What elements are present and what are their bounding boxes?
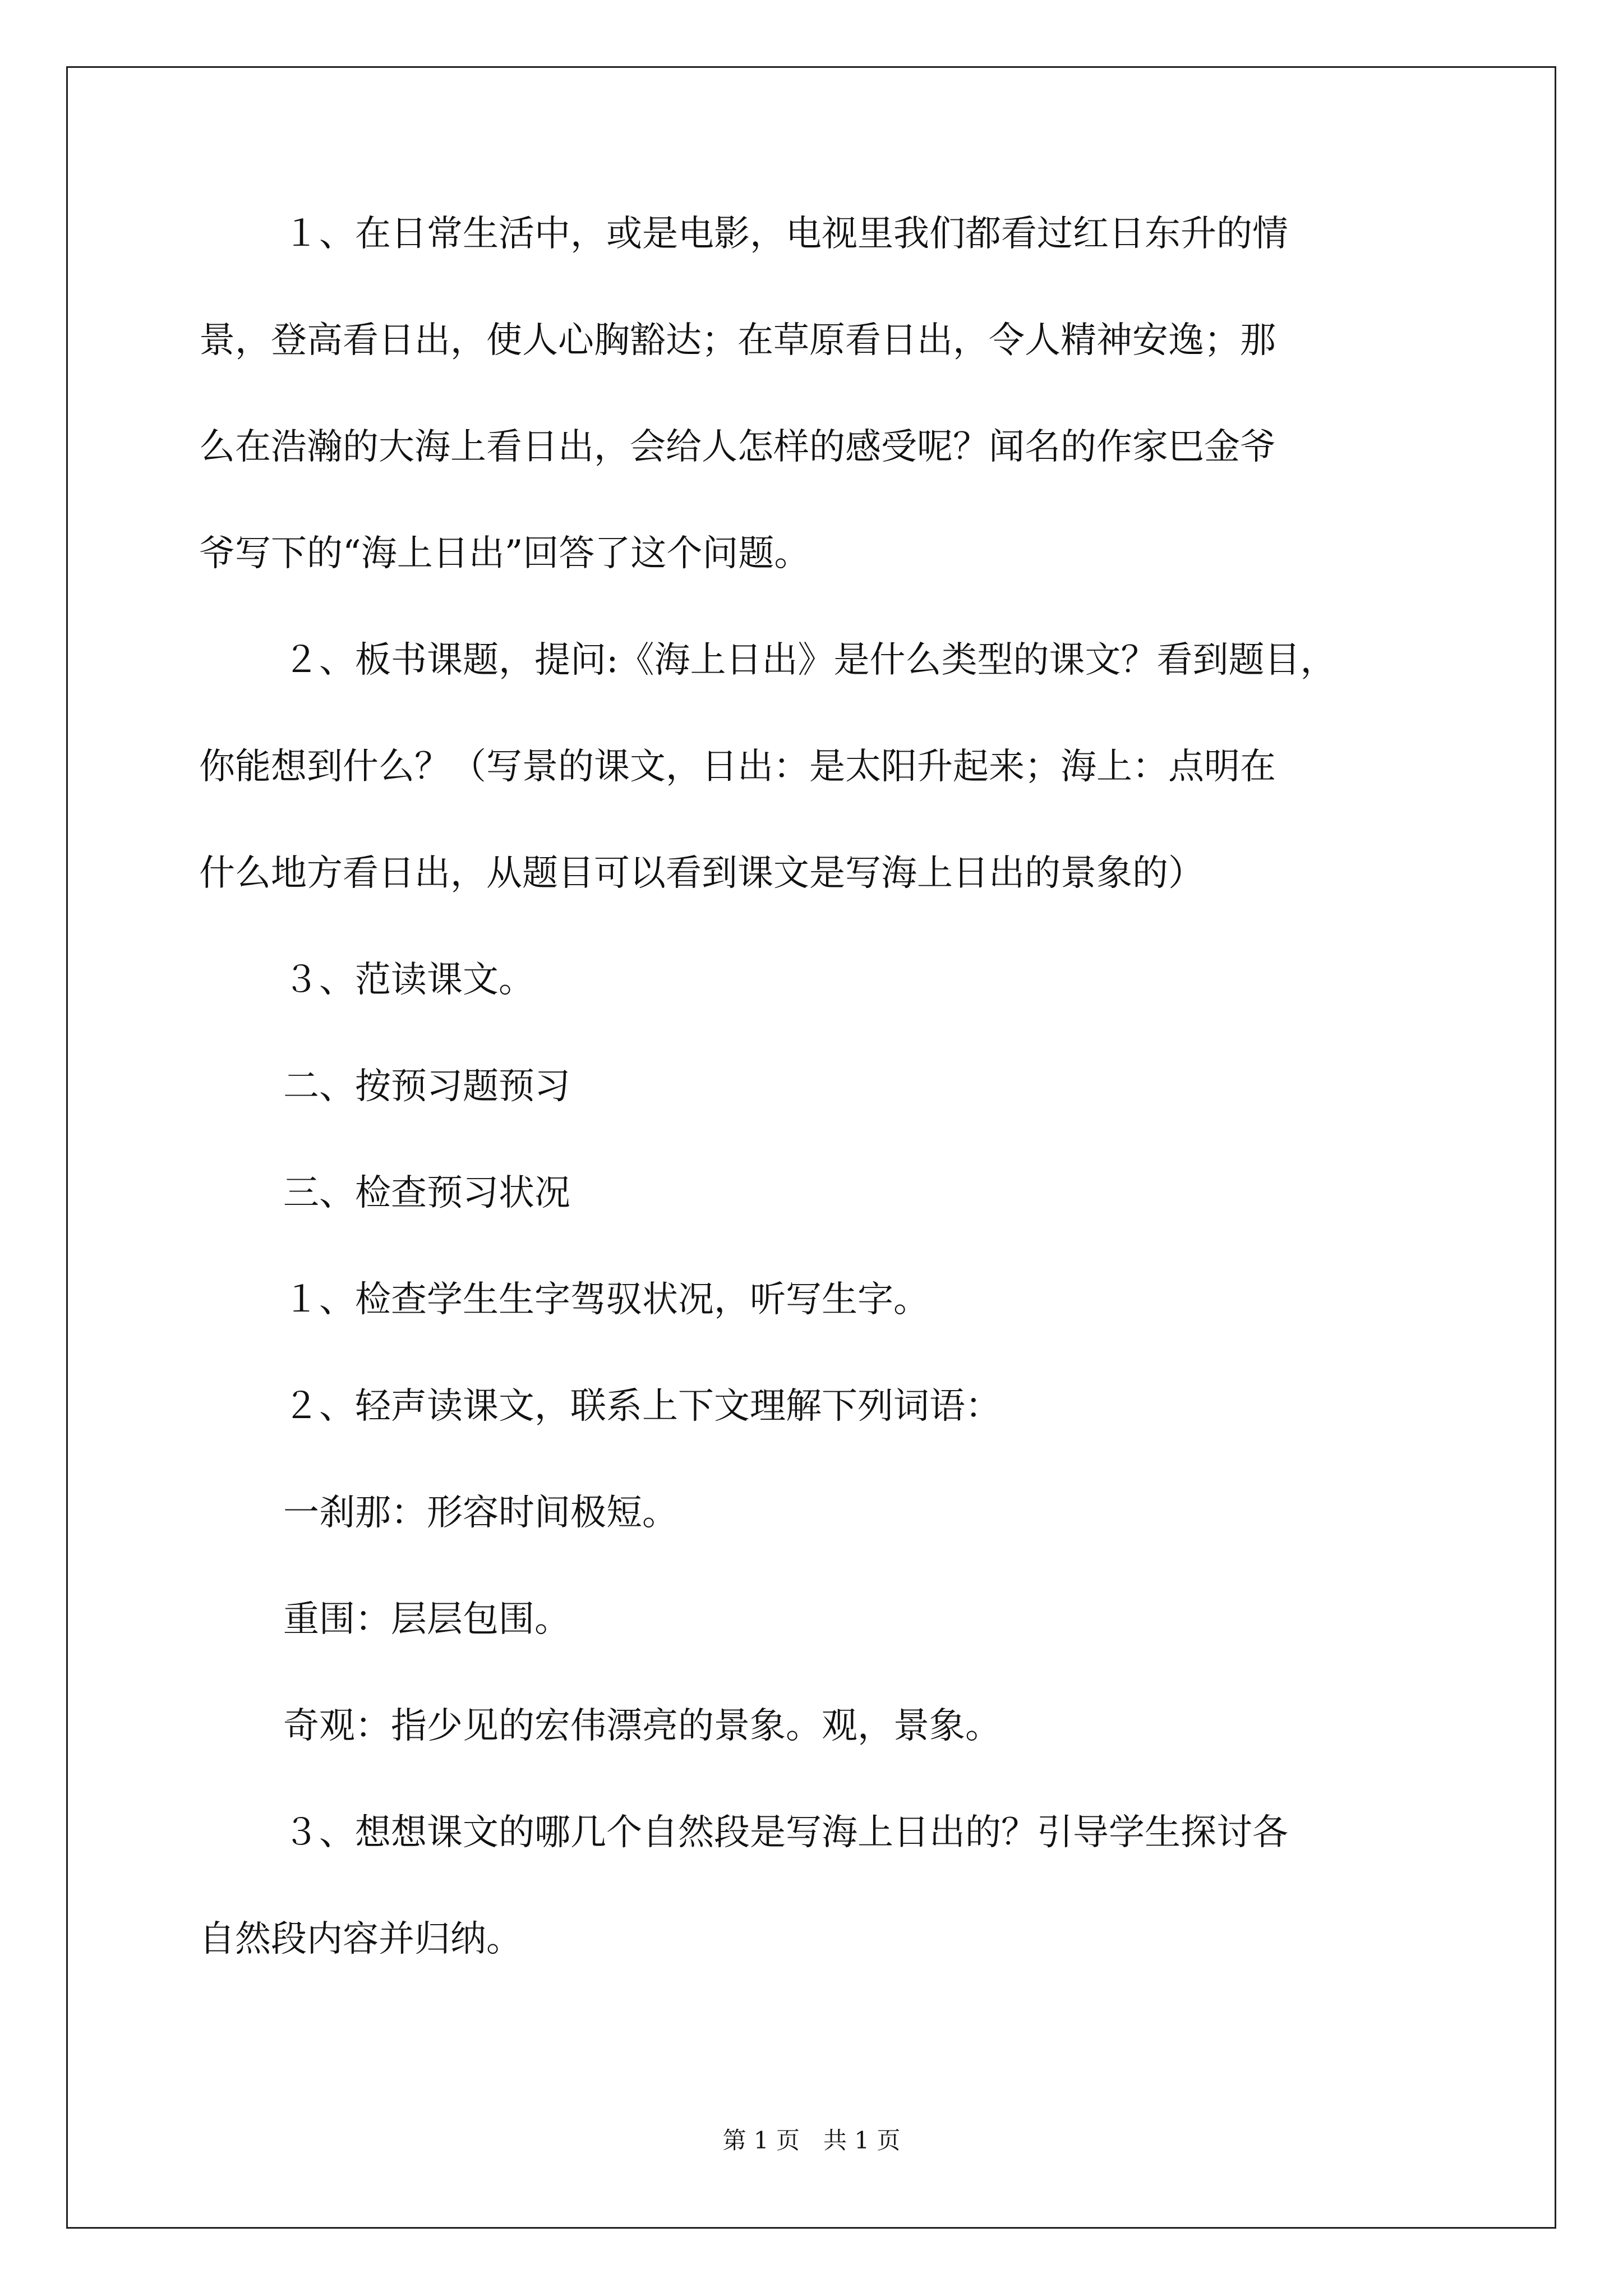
text-line: 自然段内容并归纳。 (199, 1918, 522, 1960)
page-border (66, 66, 1556, 2229)
text-line: ３、范读课文。 (283, 959, 534, 1001)
text-line: 什么地方看日出，从题目可以看到课文是写海上日出的景象的） (199, 853, 1204, 894)
text-line: 你能想到什么？（写景的课文，日出：是太阳升起来；海上：点明在 (199, 746, 1276, 788)
term-definition: 重围：层层包围。 (283, 1599, 570, 1640)
section-heading: 三、检查预习状况 (283, 1172, 570, 1214)
text-line: 景，登高看日出，使人心胸豁达；在草原看日出，令人精神安逸；那 (199, 320, 1276, 361)
text-line: １、在日常生活中，或是电影，电视里我们都看过红日东升的情 (283, 213, 1288, 255)
text-line: ２、轻声读课文，联系上下文理解下列词语： (283, 1386, 1001, 1427)
text-line: ３、想想课文的哪几个自然段是写海上日出的？引导学生探讨各 (283, 1812, 1288, 1853)
term-definition: 奇观：指少见的宏伟漂亮的景象。观，景象。 (283, 1705, 1001, 1747)
text-line: １、检查学生生字驾驭状况，听写生字。 (283, 1279, 929, 1320)
text-line: 么在浩瀚的大海上看日出，会给人怎样的感受呢？闻名的作家巴金爷 (199, 426, 1276, 468)
section-heading: 二、按预习题预习 (283, 1066, 570, 1107)
text-line: ２、板书课题，提问:《海上日出》是什么类型的课文？看到题目， (283, 639, 1336, 681)
text-line: 爷写下的“海上日出”回答了这个问题。 (199, 533, 810, 574)
page-footer: 第 1 页 共 1 页 (722, 2127, 901, 2154)
term-definition: 一刹那：形容时间极短。 (283, 1492, 678, 1534)
